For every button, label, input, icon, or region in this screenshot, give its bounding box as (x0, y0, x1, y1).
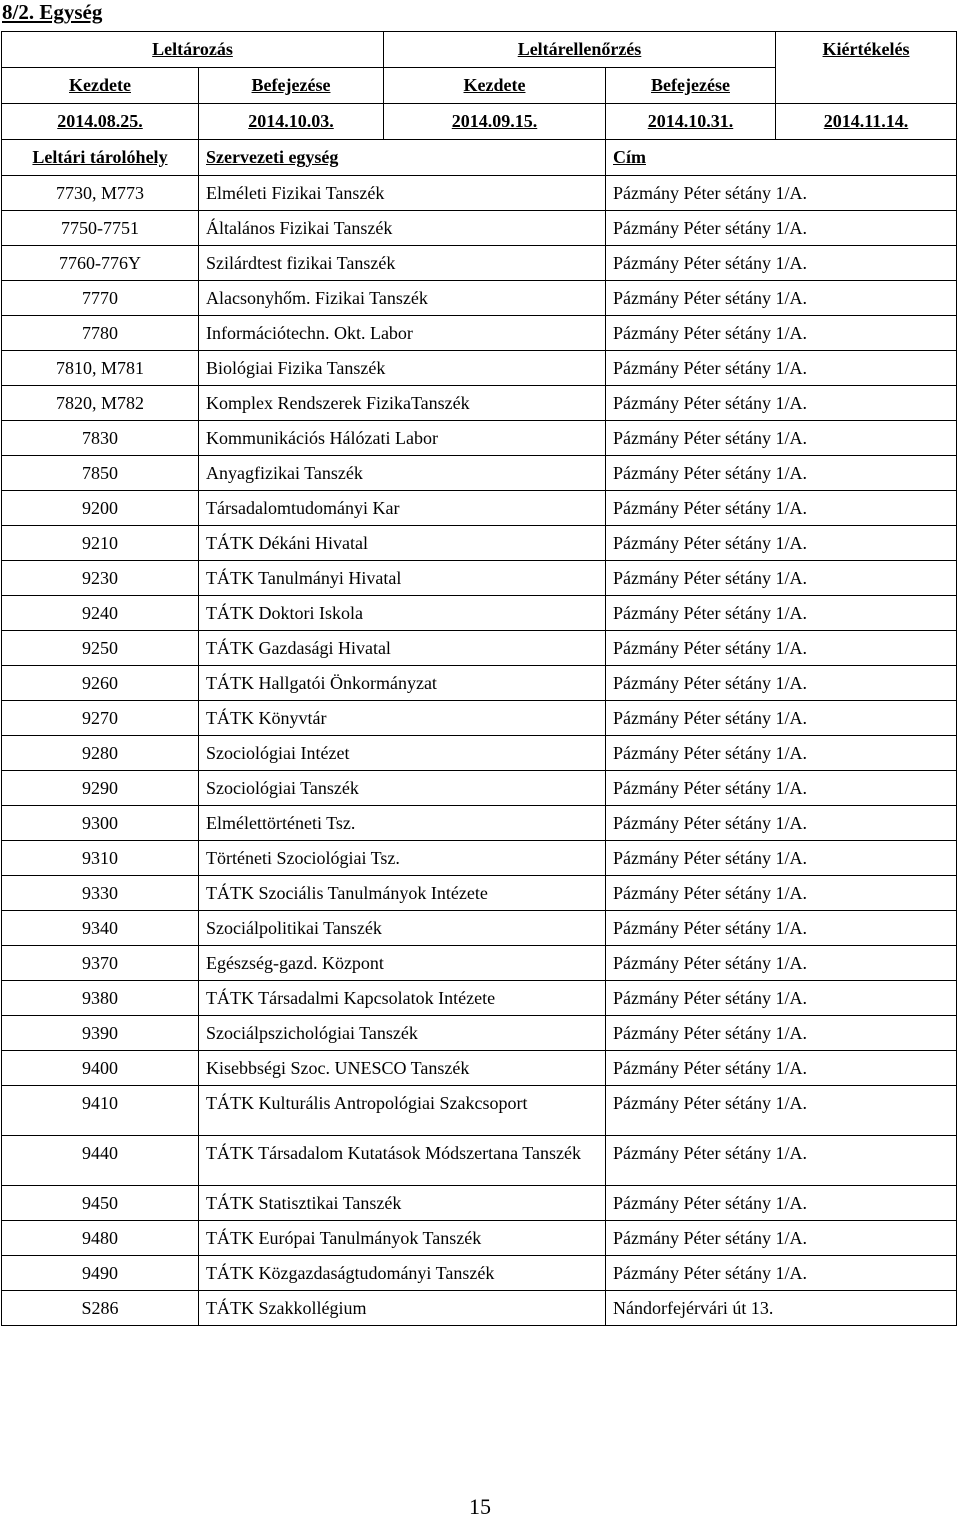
unit-cell: Alacsonyhőm. Fizikai Tanszék (199, 281, 606, 316)
location-cell: 9330 (2, 876, 199, 911)
col-header-unit: Szervezeti egység (199, 140, 606, 176)
date-cell: 2014.10.03. (199, 104, 384, 140)
location-cell: 7730, M773 (2, 176, 199, 211)
table-row (2, 946, 957, 981)
table-row (2, 981, 957, 1016)
header-row-dates (2, 104, 957, 140)
location-cell: 7820, M782 (2, 386, 199, 421)
address-cell: Pázmány Péter sétány 1/A. (606, 911, 957, 946)
address-cell: Pázmány Péter sétány 1/A. (606, 246, 957, 281)
address-cell: Pázmány Péter sétány 1/A. (606, 281, 957, 316)
location-cell: 9310 (2, 841, 199, 876)
table-row (2, 596, 957, 631)
address-cell: Pázmány Péter sétány 1/A. (606, 176, 957, 211)
table-row (2, 1186, 957, 1221)
unit-cell: Elmélettörténeti Tsz. (199, 806, 606, 841)
address-cell: Pázmány Péter sétány 1/A. (606, 596, 957, 631)
location-cell: 9380 (2, 981, 199, 1016)
location-cell: 7760-776Y (2, 246, 199, 281)
unit-cell: Szilárdtest fizikai Tanszék (199, 246, 606, 281)
address-cell: Pázmány Péter sétány 1/A. (606, 1256, 957, 1291)
address-cell: Pázmány Péter sétány 1/A. (606, 1016, 957, 1051)
table-row (2, 1221, 957, 1256)
location-cell: 9260 (2, 666, 199, 701)
location-cell: 9370 (2, 946, 199, 981)
unit-cell: Kisebbségi Szoc. UNESCO Tanszék (199, 1051, 606, 1086)
header-row-phases (2, 32, 957, 68)
header-inventory-check: Leltárellenőrzés (384, 32, 776, 68)
address-cell: Pázmány Péter sétány 1/A. (606, 561, 957, 596)
table-row (2, 1016, 957, 1051)
date-cell: 2014.08.25. (2, 104, 199, 140)
unit-cell: Társadalomtudományi Kar (199, 491, 606, 526)
unit-cell: TÁTK Dékáni Hivatal (199, 526, 606, 561)
address-cell: Pázmány Péter sétány 1/A. (606, 981, 957, 1016)
table-row (2, 1256, 957, 1291)
address-cell: Pázmány Péter sétány 1/A. (606, 1136, 957, 1186)
location-cell: 9200 (2, 491, 199, 526)
unit-cell: TÁTK Hallgatói Önkormányzat (199, 666, 606, 701)
location-cell: 9390 (2, 1016, 199, 1051)
unit-cell: Információtechn. Okt. Labor (199, 316, 606, 351)
table-row (2, 1291, 957, 1326)
col-header-location: Leltári tárolóhely (2, 140, 199, 176)
unit-cell: Szociálpolitikai Tanszék (199, 911, 606, 946)
address-cell: Pázmány Péter sétány 1/A. (606, 491, 957, 526)
unit-cell: Szociológiai Tanszék (199, 771, 606, 806)
table-row (2, 246, 957, 281)
unit-cell: TÁTK Statisztikai Tanszék (199, 1186, 606, 1221)
location-cell: 9250 (2, 631, 199, 666)
table-row (2, 1136, 957, 1186)
unit-cell: Komplex Rendszerek FizikaTanszék (199, 386, 606, 421)
location-cell: 7830 (2, 421, 199, 456)
header-end-2: Befejezése (606, 68, 776, 104)
location-cell: 7850 (2, 456, 199, 491)
address-cell: Pázmány Péter sétány 1/A. (606, 351, 957, 386)
location-cell: 9490 (2, 1256, 199, 1291)
unit-cell: TÁTK Szociális Tanulmányok Intézete (199, 876, 606, 911)
date-cell: 2014.11.14. (776, 104, 957, 140)
unit-cell: Anyagfizikai Tanszék (199, 456, 606, 491)
unit-cell: Általános Fizikai Tanszék (199, 211, 606, 246)
unit-cell: Szociológiai Intézet (199, 736, 606, 771)
address-cell: Nándorfejérvári út 13. (606, 1291, 957, 1326)
location-cell: S286 (2, 1291, 199, 1326)
unit-cell: TÁTK Kulturális Antropológiai Szakcsoport (199, 1086, 606, 1136)
unit-cell: Kommunikációs Hálózati Labor (199, 421, 606, 456)
header-start-2: Kezdete (384, 68, 606, 104)
address-cell: Pázmány Péter sétány 1/A. (606, 666, 957, 701)
location-cell: 9210 (2, 526, 199, 561)
location-cell: 7770 (2, 281, 199, 316)
table-row (2, 911, 957, 946)
table-row (2, 841, 957, 876)
location-cell: 9290 (2, 771, 199, 806)
unit-cell: Biológiai Fizika Tanszék (199, 351, 606, 386)
header-start-1: Kezdete (2, 68, 199, 104)
location-cell: 9480 (2, 1221, 199, 1256)
unit-cell: Történeti Szociológiai Tsz. (199, 841, 606, 876)
table-row (2, 176, 957, 211)
table-row (2, 421, 957, 456)
address-cell: Pázmány Péter sétány 1/A. (606, 771, 957, 806)
header-row-columns (2, 140, 957, 176)
unit-cell: Elméleti Fizikai Tanszék (199, 176, 606, 211)
address-cell: Pázmány Péter sétány 1/A. (606, 456, 957, 491)
location-cell: 9240 (2, 596, 199, 631)
table-row (2, 561, 957, 596)
address-cell: Pázmány Péter sétány 1/A. (606, 736, 957, 771)
address-cell: Pázmány Péter sétány 1/A. (606, 806, 957, 841)
location-cell: 9300 (2, 806, 199, 841)
unit-cell: TÁTK Európai Tanulmányok Tanszék (199, 1221, 606, 1256)
location-cell: 9280 (2, 736, 199, 771)
location-cell: 9340 (2, 911, 199, 946)
address-cell: Pázmány Péter sétány 1/A. (606, 526, 957, 561)
header-end-1: Befejezése (199, 68, 384, 104)
header-inventory: Leltározás (2, 32, 384, 68)
unit-cell: TÁTK Tanulmányi Hivatal (199, 561, 606, 596)
address-cell: Pázmány Péter sétány 1/A. (606, 1221, 957, 1256)
address-cell: Pázmány Péter sétány 1/A. (606, 701, 957, 736)
date-cell: 2014.09.15. (384, 104, 606, 140)
table-row (2, 876, 957, 911)
address-cell: Pázmány Péter sétány 1/A. (606, 876, 957, 911)
unit-cell: Szociálpszichológiai Tanszék (199, 1016, 606, 1051)
address-cell: Pázmány Péter sétány 1/A. (606, 386, 957, 421)
unit-cell: TÁTK Társadalmi Kapcsolatok Intézete (199, 981, 606, 1016)
location-cell: 9400 (2, 1051, 199, 1086)
table-row (2, 1051, 957, 1086)
table-row (2, 526, 957, 561)
table-row (2, 771, 957, 806)
address-cell: Pázmány Péter sétány 1/A. (606, 946, 957, 981)
table-row (2, 386, 957, 421)
location-cell: 9450 (2, 1186, 199, 1221)
col-header-address: Cím (606, 140, 957, 176)
location-cell: 9270 (2, 701, 199, 736)
location-cell: 7780 (2, 316, 199, 351)
table-row (2, 666, 957, 701)
table-row (2, 631, 957, 666)
unit-cell: TÁTK Doktori Iskola (199, 596, 606, 631)
date-cell: 2014.10.31. (606, 104, 776, 140)
table-row (2, 456, 957, 491)
header-evaluation: Kiértékelés (776, 32, 957, 104)
address-cell: Pázmány Péter sétány 1/A. (606, 211, 957, 246)
page-number: 15 (469, 1494, 491, 1519)
address-cell: Pázmány Péter sétány 1/A. (606, 316, 957, 351)
location-cell: 7810, M781 (2, 351, 199, 386)
location-cell: 9410 (2, 1086, 199, 1136)
unit-cell: TÁTK Társadalom Kutatások Módszertana Tanszék (199, 1136, 606, 1186)
unit-cell: TÁTK Gazdasági Hivatal (199, 631, 606, 666)
table-row (2, 316, 957, 351)
section-title: 8/2. Egység (2, 0, 103, 24)
unit-cell: TÁTK Könyvtár (199, 701, 606, 736)
table-row (2, 806, 957, 841)
table-row (2, 211, 957, 246)
table-row (2, 736, 957, 771)
address-cell: Pázmány Péter sétány 1/A. (606, 631, 957, 666)
location-cell: 9230 (2, 561, 199, 596)
location-cell: 7750-7751 (2, 211, 199, 246)
table-row (2, 1086, 957, 1136)
table-row (2, 281, 957, 316)
address-cell: Pázmány Péter sétány 1/A. (606, 1186, 957, 1221)
unit-cell: TÁTK Szakkollégium (199, 1291, 606, 1326)
address-cell: Pázmány Péter sétány 1/A. (606, 1051, 957, 1086)
unit-cell: Egészség-gazd. Központ (199, 946, 606, 981)
address-cell: Pázmány Péter sétány 1/A. (606, 841, 957, 876)
table-row (2, 491, 957, 526)
address-cell: Pázmány Péter sétány 1/A. (606, 421, 957, 456)
unit-cell: TÁTK Közgazdaságtudományi Tanszék (199, 1256, 606, 1291)
location-cell: 9440 (2, 1136, 199, 1186)
table-row (2, 351, 957, 386)
table-row (2, 701, 957, 736)
inventory-table (1, 31, 957, 1326)
address-cell: Pázmány Péter sétány 1/A. (606, 1086, 957, 1136)
